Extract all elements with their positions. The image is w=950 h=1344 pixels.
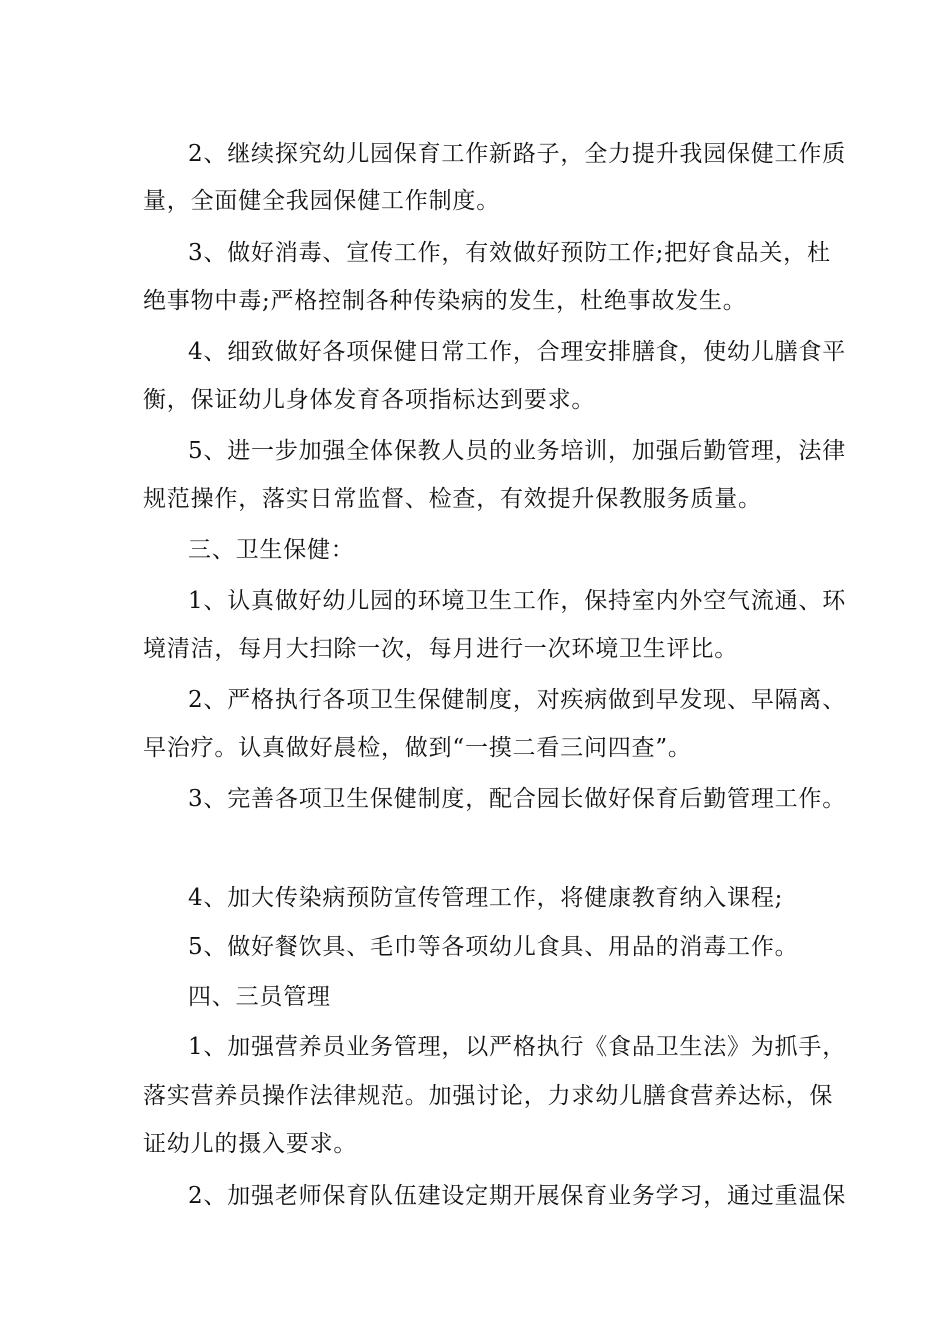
hygiene-4-line-1: 4、加大传染病预防宣传管理工作，将健康教育纳入课程; — [188, 885, 784, 911]
paragraph-4-line-2: 衡，保证幼儿身体发育各项指标达到要求。 — [143, 387, 596, 413]
staff-2-line-1: 2、加强老师保育队伍建设定期开展保育业务学习，通过重温保 — [188, 1183, 847, 1209]
staff-1-line-2: 落实营养员操作法律规范。加强讨论，力求幼儿膳食营养达标，保 — [143, 1083, 834, 1109]
staff-1-line-3: 证幼儿的摄入要求。 — [143, 1131, 358, 1157]
hygiene-5-line-1: 5、做好餐饮具、毛巾等各项幼儿食具、用品的消毒工作。 — [188, 934, 799, 960]
section-heading-hygiene: 三、卫生保健： — [188, 537, 355, 563]
paragraph-5-line-1: 5、进一步加强全体保教人员的业务培训，加强后勤管理，法律 — [188, 438, 847, 464]
paragraph-5-line-2: 规范操作，落实日常监督、检查，有效提升保教服务质量。 — [143, 486, 762, 512]
paragraph-4-line-1: 4、细致做好各项保健日常工作，合理安排膳食，使幼儿膳食平 — [188, 339, 847, 365]
paragraph-3-line-1: 3、做好消毒、宣传工作，有效做好预防工作;把好食品关，杜 — [188, 240, 831, 266]
hygiene-2-line-2: 早治疗。认真做好晨检，做到“一摸二看三问四查”。 — [143, 735, 692, 761]
staff-1-line-1: 1、加强营养员业务管理，以严格执行《食品卫生法》为抓手， — [188, 1034, 847, 1060]
hygiene-1-line-2: 境清洁，每月大扫除一次，每月进行一次环境卫生评比。 — [143, 636, 738, 662]
hygiene-2-line-1: 2、严格执行各项卫生保健制度，对疾病做到早发现、早隔离、 — [188, 687, 847, 713]
hygiene-1-line-1: 1、认真做好幼儿园的环境卫生工作，保持室内外空气流通、环 — [188, 588, 847, 614]
section-heading-staff: 四、三员管理 — [188, 984, 331, 1010]
paragraph-2-line-1: 2、继续探究幼儿园保育工作新路子，全力提升我园保健工作质 — [188, 141, 847, 167]
paragraph-2-line-2: 量，全面健全我园保健工作制度。 — [143, 188, 500, 214]
paragraph-3-line-2: 绝事物中毒;严格控制各种传染病的发生，杜绝事故发生。 — [143, 288, 747, 314]
hygiene-3-line-1: 3、完善各项卫生保健制度，配合园长做好保育后勤管理工作。 — [188, 786, 847, 812]
